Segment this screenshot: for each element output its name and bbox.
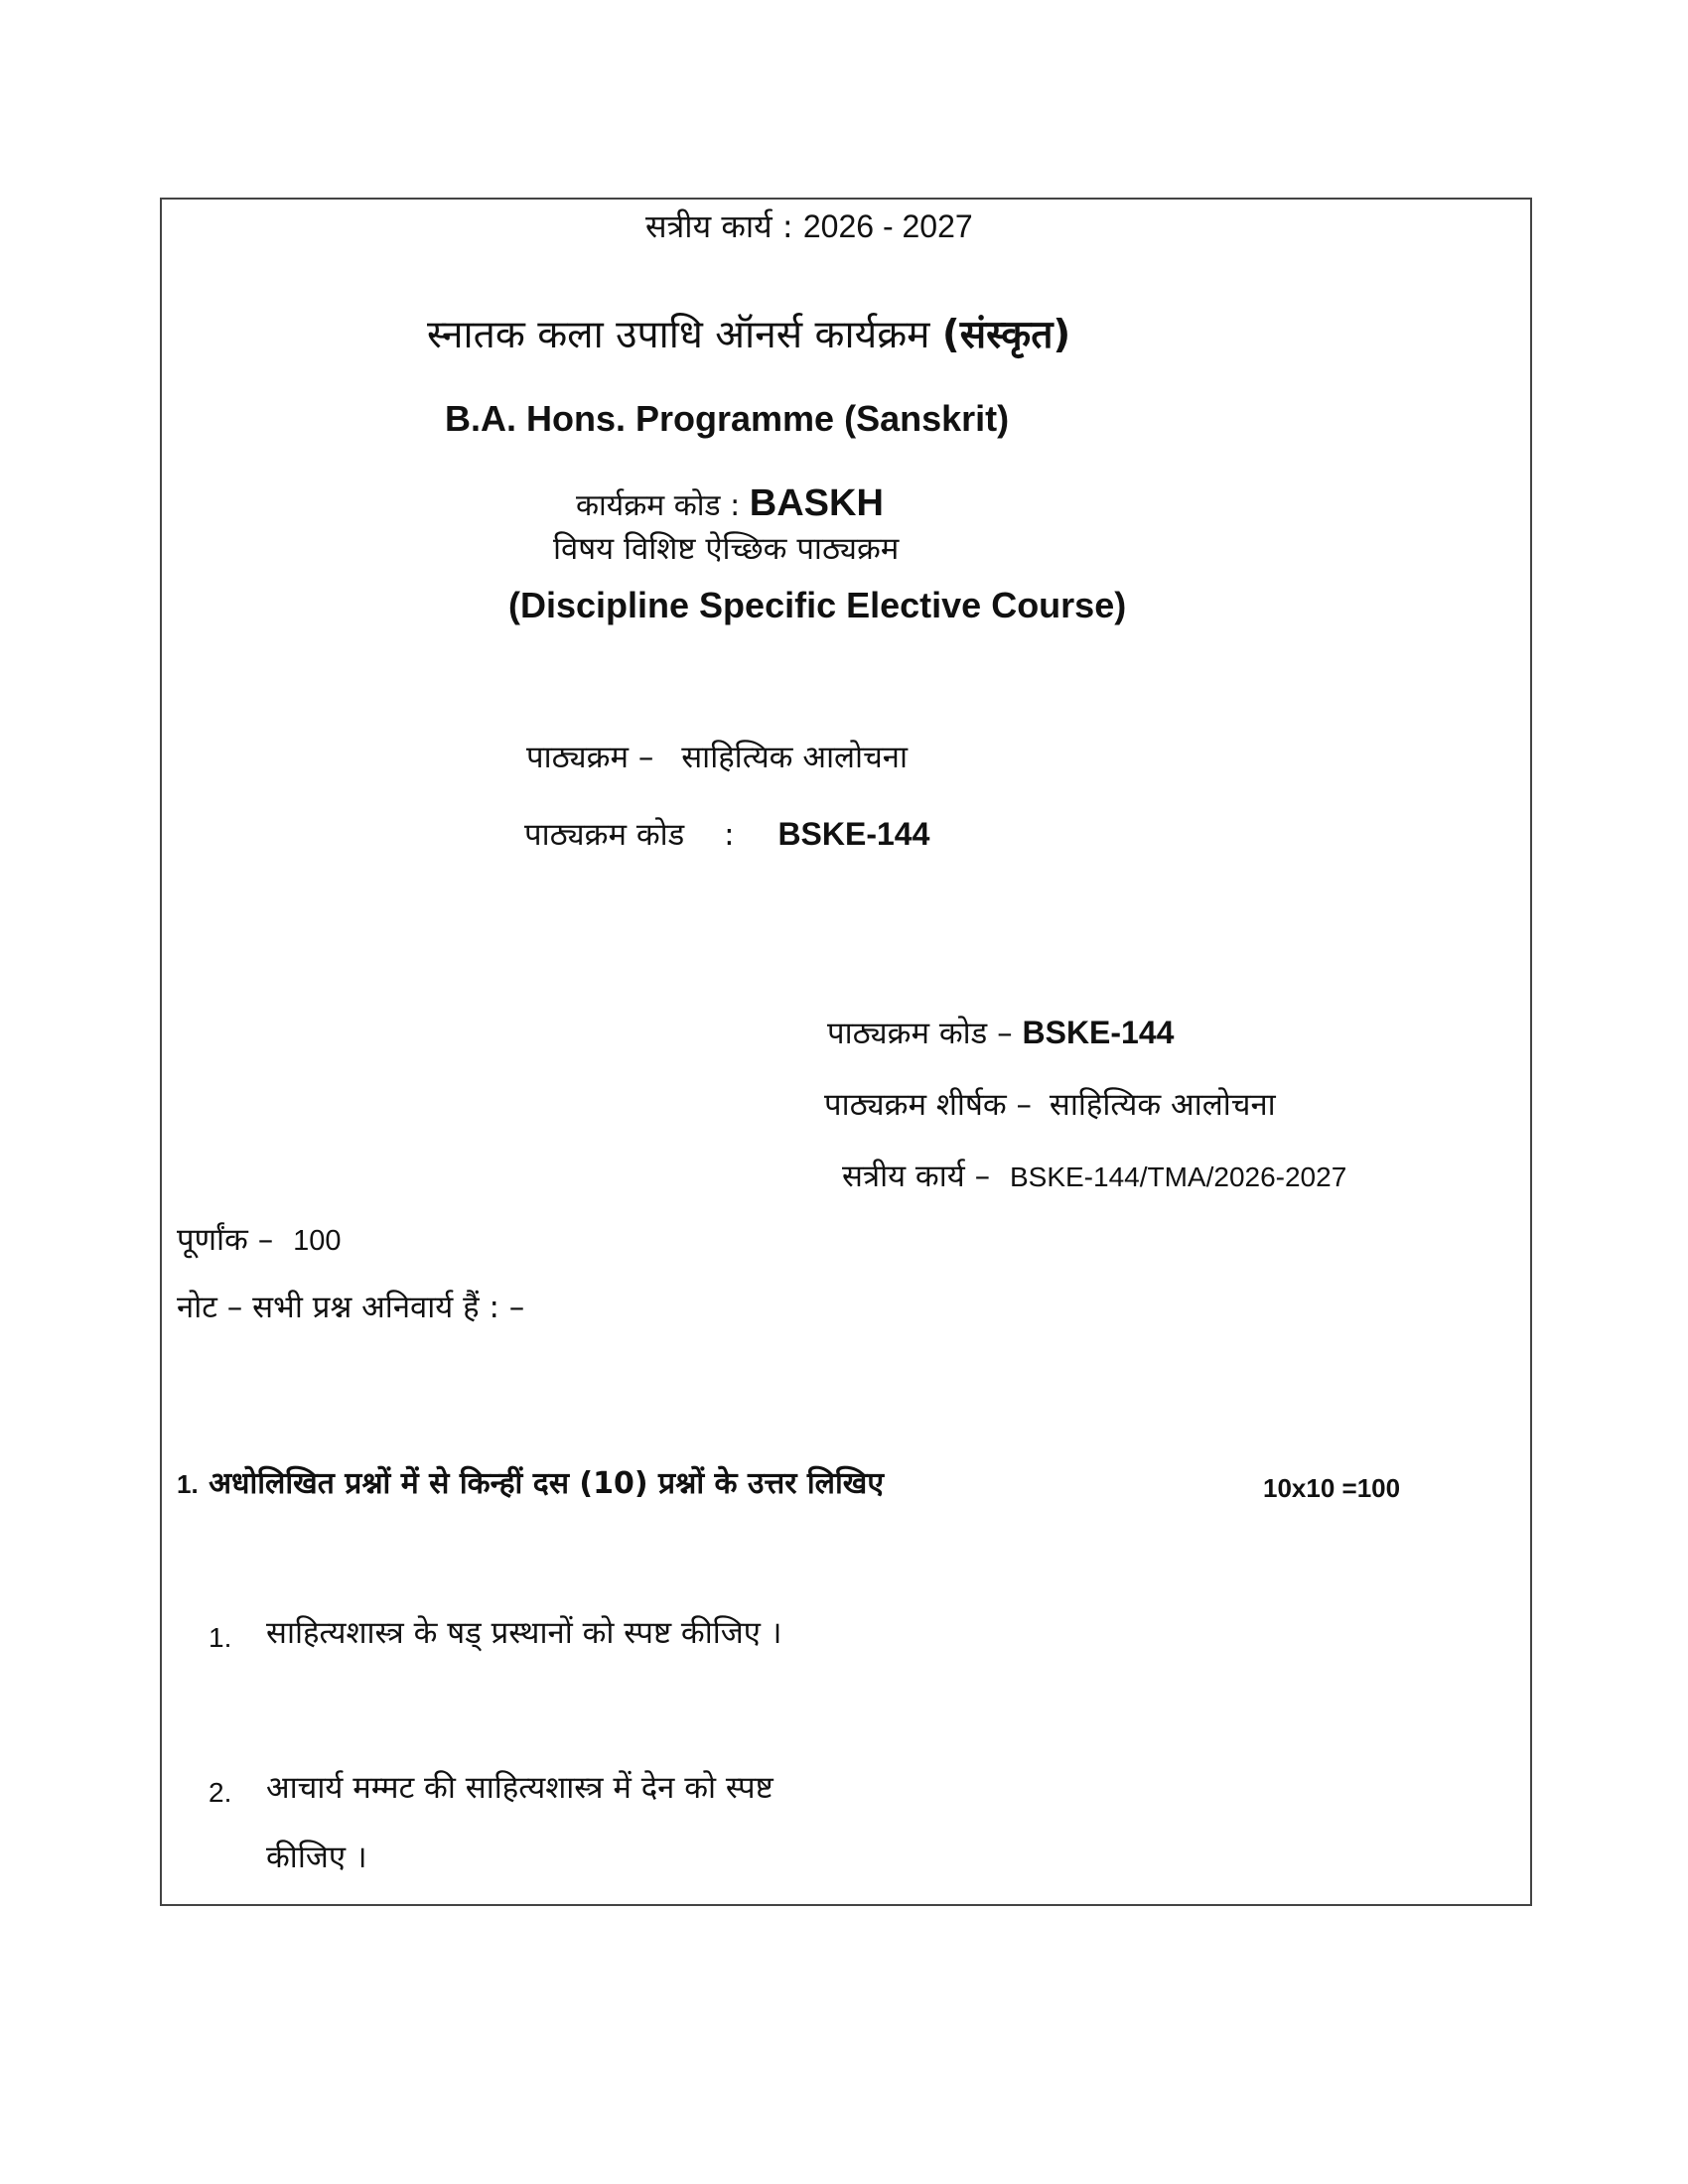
question-text: आचार्य मम्मट की साहित्यशास्त्र में देन को स्पष्ट <box>266 1770 774 1806</box>
programme-code-label: कार्यक्रम कोड : <box>576 488 741 523</box>
note-line: नोट – सभी प्रश्न अनिवार्य हैं : – <box>177 1290 525 1325</box>
course-code-separator: : <box>724 817 735 853</box>
programme-code: BASKH <box>749 482 884 524</box>
session-heading <box>645 207 973 245</box>
section-marks: 10x10 =100 <box>1263 1473 1401 1503</box>
detail-code-label: पाठ्यक्रम कोड – <box>827 1016 1013 1051</box>
detail-title-label: पाठ्यक्रम शीर्षक – <box>824 1087 1033 1123</box>
marks-line <box>177 1222 342 1258</box>
course-name-line <box>526 740 908 775</box>
question-text: साहित्यशास्त्र के षड् प्रस्थानों को स्पष्ट कीजिए । <box>266 1615 782 1651</box>
course-name-label: पाठ्यक्रम – <box>526 740 654 775</box>
section-instruction-line <box>177 1466 884 1501</box>
course-type-hindi: विषय विशिष्ट ऐच्छिक पाठ्यक्रम <box>553 531 900 567</box>
programme-title-hindi <box>427 313 1071 357</box>
detail-title-line <box>824 1087 1276 1123</box>
course-type-english: (Discipline Specific Elective Course) <box>508 585 1127 625</box>
section-instruction: अधोलिखित प्रश्नों में से किन्हीं दस (10) प्रश्नों के उत्तर लिखिए <box>209 1466 884 1501</box>
course-code: BSKE-144 <box>777 816 930 852</box>
detail-assignment-label: सत्रीय कार्य – <box>842 1159 991 1194</box>
session-label: सत्रीय कार्य : <box>645 207 793 245</box>
detail-assignment: BSKE-144/TMA/2026-2027 <box>1009 1161 1347 1192</box>
marks-label: पूर्णांक – <box>177 1222 274 1258</box>
course-code-line <box>524 818 929 851</box>
question-text-continued: कीजिए । <box>266 1840 367 1875</box>
programme-title-hindi-main: स्नातक कला उपाधि ऑनर्स कार्यक्रम <box>427 313 930 357</box>
programme-title-hindi-paren: (संस्कृत) <box>941 313 1071 357</box>
programme-code-line <box>576 484 884 522</box>
question-number: 2. <box>209 1777 232 1808</box>
detail-assignment-line <box>842 1161 1346 1192</box>
detail-code: BSKE-144 <box>1022 1015 1175 1050</box>
course-name: साहित्यिक आलोचना <box>681 740 908 775</box>
session-years: 2026 - 2027 <box>802 208 973 244</box>
programme-title-english: B.A. Hons. Programme (Sanskrit) <box>445 398 1010 439</box>
detail-code-line <box>827 1017 1174 1049</box>
course-code-label: पाठ्यक्रम कोड <box>524 817 685 853</box>
marks-value: 100 <box>293 1225 342 1257</box>
question-number: 1. <box>209 1622 232 1653</box>
detail-title: साहित्यिक आलोचना <box>1049 1087 1276 1123</box>
section-number: 1. <box>177 1469 199 1499</box>
